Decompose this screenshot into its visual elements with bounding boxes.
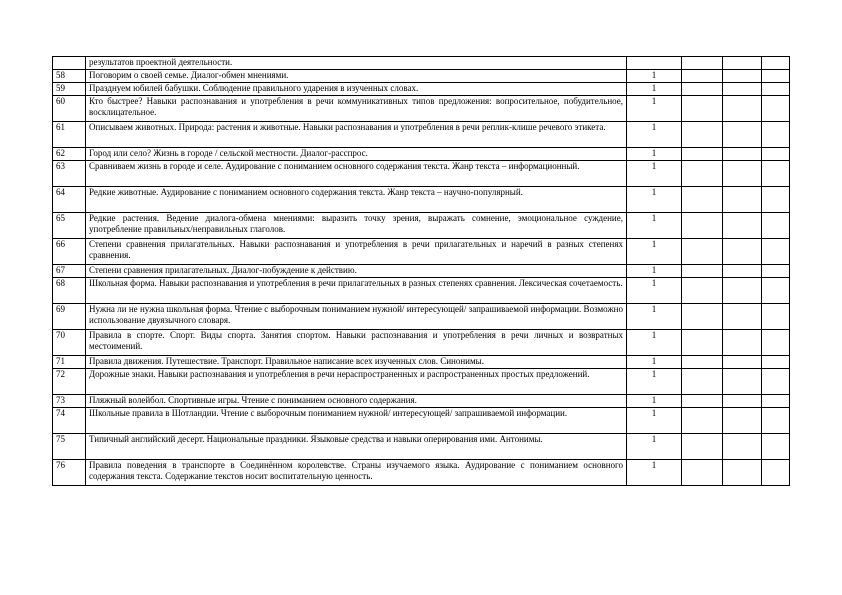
date-plan-cell: [682, 460, 723, 486]
date-plan-cell: [682, 369, 723, 395]
date-plan-cell: [682, 187, 723, 213]
date-fact-cell: [723, 83, 762, 96]
hours-cell: 1: [627, 70, 682, 83]
note-cell: [762, 239, 790, 265]
hours-cell: 1: [627, 122, 682, 148]
lesson-topic-cell: Город или село? Жизнь в городе / сельской местности. Диалог-расспрос.: [86, 148, 627, 161]
table-row: [53, 434, 790, 460]
note-cell: [762, 460, 790, 486]
note-cell: [762, 395, 790, 408]
date-plan-cell: [682, 148, 723, 161]
date-fact-cell: [723, 369, 762, 395]
note-cell: [762, 356, 790, 369]
date-plan-cell: [682, 278, 723, 304]
hours-cell: 1: [627, 239, 682, 265]
lesson-topic-cell: Школьные правила в Шотландии. Чтение с выборочным пониманием нужной/ интересующей/ запрашиваемой информации.: [86, 408, 627, 434]
date-fact-cell: [723, 265, 762, 278]
table-row: [53, 70, 790, 83]
date-plan-cell: [682, 70, 723, 83]
hours-cell: 1: [627, 96, 682, 122]
lesson-topic-cell: Пляжный волейбол. Спортивные игры. Чтение с пониманием основного содержания.: [86, 395, 627, 408]
table-row: [53, 408, 790, 434]
lesson-number-cell: 72: [53, 369, 86, 395]
table-row: [53, 239, 790, 265]
note-cell: [762, 434, 790, 460]
lesson-number-cell: 65: [53, 213, 86, 239]
date-fact-cell: [723, 148, 762, 161]
lesson-topic-cell: Кто быстрее? Навыки распознавания и употребления в речи коммуникативных типов предложения: вопросительное, побудительное, восклицательное.: [86, 96, 627, 122]
hours-cell: 1: [627, 356, 682, 369]
table-row: [53, 330, 790, 356]
lesson-number-cell: 61: [53, 122, 86, 148]
note-cell: [762, 278, 790, 304]
note-cell: [762, 148, 790, 161]
hours-cell: 1: [627, 278, 682, 304]
date-plan-cell: [682, 239, 723, 265]
lesson-number-cell: 71: [53, 356, 86, 369]
date-fact-cell: [723, 408, 762, 434]
lesson-topic-cell: Правила в спорте. Спорт. Виды спорта. Занятия спортом. Навыки распознавания и употребления в речи личных и возвратных местоимений.: [86, 330, 627, 356]
lesson-number-cell: 66: [53, 239, 86, 265]
table-row: [53, 369, 790, 395]
date-fact-cell: [723, 57, 762, 70]
table-row: [53, 187, 790, 213]
table-row: [53, 122, 790, 148]
lesson-plan-table: [52, 56, 790, 486]
date-plan-cell: [682, 161, 723, 187]
lesson-topic-cell: Редкие животные. Аудирование с пониманием основного содержания текста. Жанр текста – научно-популярный.: [86, 187, 627, 213]
hours-cell: 1: [627, 161, 682, 187]
lesson-topic-cell: Дорожные знаки. Навыки распознавания и употребления в речи нераспространенных и распространенных простых предложений.: [86, 369, 627, 395]
lesson-number-cell: 59: [53, 83, 86, 96]
date-fact-cell: [723, 356, 762, 369]
date-fact-cell: [723, 122, 762, 148]
date-fact-cell: [723, 161, 762, 187]
note-cell: [762, 57, 790, 70]
lesson-topic-cell: Сравниваем жизнь в городе и селе. Аудирование с пониманием основного содержания текста. Жанр текста – информационный.: [86, 161, 627, 187]
date-plan-cell: [682, 330, 723, 356]
table-row: [53, 96, 790, 122]
table-row: [53, 265, 790, 278]
hours-cell: 1: [627, 265, 682, 278]
lesson-number-cell: 62: [53, 148, 86, 161]
date-plan-cell: [682, 356, 723, 369]
lesson-number-cell: 76: [53, 460, 86, 486]
lesson-topic-cell: Описываем животных. Природа: растения и животные. Навыки распознавания и употребления в речи реплик-клише речевого этикета.: [86, 122, 627, 148]
lesson-topic-cell: Степени сравнения прилагательных. Навыки распознавания и употребления в речи прилагательных и наречий в разных степенях сравнения.: [86, 239, 627, 265]
date-fact-cell: [723, 330, 762, 356]
hours-cell: 1: [627, 369, 682, 395]
hours-cell: 1: [627, 187, 682, 213]
date-plan-cell: [682, 434, 723, 460]
hours-cell: [627, 57, 682, 70]
lesson-number-cell: 73: [53, 395, 86, 408]
date-plan-cell: [682, 408, 723, 434]
lesson-number-cell: 70: [53, 330, 86, 356]
table-row: [53, 356, 790, 369]
note-cell: [762, 304, 790, 330]
date-plan-cell: [682, 57, 723, 70]
date-plan-cell: [682, 304, 723, 330]
lesson-number-cell: 67: [53, 265, 86, 278]
lesson-topic-cell: Правила движения. Путешествие. Транспорт. Правильное написание всех изученных слов. Синонимы.: [86, 356, 627, 369]
table-row: [53, 57, 790, 70]
date-fact-cell: [723, 395, 762, 408]
note-cell: [762, 96, 790, 122]
lesson-number-cell: 69: [53, 304, 86, 330]
hours-cell: 1: [627, 304, 682, 330]
date-fact-cell: [723, 434, 762, 460]
hours-cell: 1: [627, 434, 682, 460]
note-cell: [762, 408, 790, 434]
date-plan-cell: [682, 83, 723, 96]
note-cell: [762, 369, 790, 395]
date-fact-cell: [723, 278, 762, 304]
date-plan-cell: [682, 122, 723, 148]
note-cell: [762, 70, 790, 83]
lesson-topic-cell: Школьная форма. Навыки распознавания и употребления в речи прилагательных в разных степенях сравнения. Лексическая сочетаемость.: [86, 278, 627, 304]
table-row: [53, 213, 790, 239]
lesson-number-cell: 68: [53, 278, 86, 304]
hours-cell: 1: [627, 408, 682, 434]
lesson-number-cell: [53, 57, 86, 70]
note-cell: [762, 330, 790, 356]
lesson-topic-cell: Поговорим о своей семье. Диалог-обмен мнениями.: [86, 70, 627, 83]
date-fact-cell: [723, 304, 762, 330]
table-row: [53, 83, 790, 96]
note-cell: [762, 187, 790, 213]
lesson-number-cell: 58: [53, 70, 86, 83]
table-row: [53, 148, 790, 161]
date-fact-cell: [723, 96, 762, 122]
lesson-topic-cell: Редкие растения. Ведение диалога-обмена мнениями: выразить точку зрения, выражать сомнение, эмоциональное суждение, употребление правильных/неправильных глаголов.: [86, 213, 627, 239]
lesson-topic-cell: Типичный английский десерт. Национальные праздники. Языковые средства и навыки оперирования ими. Антонимы.: [86, 434, 627, 460]
date-plan-cell: [682, 265, 723, 278]
table-row: [53, 304, 790, 330]
date-plan-cell: [682, 213, 723, 239]
date-fact-cell: [723, 213, 762, 239]
lesson-number-cell: 63: [53, 161, 86, 187]
hours-cell: 1: [627, 460, 682, 486]
date-plan-cell: [682, 395, 723, 408]
lesson-topic-cell: Правила поведения в транспорте в Соединённом королевстве. Страны изучаемого языка. Аудирование с пониманием основного содержания текста. Содержание текстов носит воспитательную ценность.: [86, 460, 627, 486]
note-cell: [762, 83, 790, 96]
hours-cell: 1: [627, 330, 682, 356]
date-plan-cell: [682, 96, 723, 122]
lesson-topic-cell: Нужна ли не нужна школьная форма. Чтение с выборочным пониманием нужной/ интересующей/ запрашиваемой информации. Возможно использование двуязычного словаря.: [86, 304, 627, 330]
hours-cell: 1: [627, 148, 682, 161]
table-row: [53, 161, 790, 187]
hours-cell: 1: [627, 213, 682, 239]
lesson-number-cell: 74: [53, 408, 86, 434]
date-fact-cell: [723, 70, 762, 83]
lesson-number-cell: 60: [53, 96, 86, 122]
lesson-topic-cell: Празднуем юбилей бабушки. Соблюдение правильного ударения в изученных словах.: [86, 83, 627, 96]
date-fact-cell: [723, 239, 762, 265]
lesson-number-cell: 64: [53, 187, 86, 213]
table-row: [53, 278, 790, 304]
hours-cell: 1: [627, 395, 682, 408]
note-cell: [762, 122, 790, 148]
note-cell: [762, 213, 790, 239]
lesson-topic-cell: Степени сравнения прилагательных. Диалог-побуждение к действию.: [86, 265, 627, 278]
date-fact-cell: [723, 187, 762, 213]
note-cell: [762, 161, 790, 187]
date-fact-cell: [723, 460, 762, 486]
lesson-number-cell: 75: [53, 434, 86, 460]
note-cell: [762, 265, 790, 278]
hours-cell: 1: [627, 83, 682, 96]
lesson-plan-body: [53, 57, 790, 486]
table-row: [53, 395, 790, 408]
lesson-topic-cell: результатов проектной деятельности.: [86, 57, 627, 70]
table-row: [53, 460, 790, 486]
